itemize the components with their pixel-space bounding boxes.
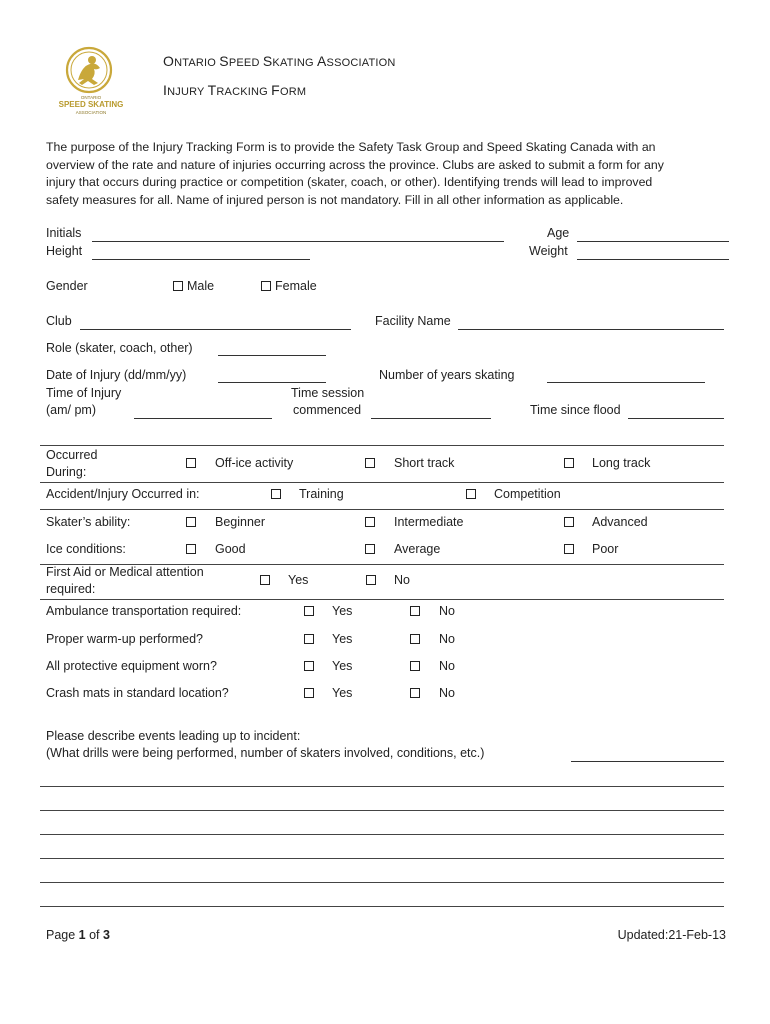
first-aid-yes-label: Yes [288, 573, 309, 587]
occurred-label: Occurred [46, 448, 98, 462]
ice-label: Ice conditions: [46, 542, 126, 556]
mats-yes-label: Yes [332, 686, 353, 700]
male-checkbox[interactable] [173, 281, 183, 291]
describe-line[interactable] [40, 786, 724, 787]
role-label: Role (skater, coach, other) [46, 341, 193, 355]
date-injury-field[interactable] [218, 382, 326, 383]
describe-field-start[interactable] [571, 761, 724, 762]
first-aid-required-label: required: [46, 582, 96, 596]
ambulance-no-label: No [439, 604, 455, 618]
short-track-label: Short track [394, 456, 455, 470]
warmup-yes-checkbox[interactable] [304, 634, 314, 644]
competition-label: Competition [494, 487, 561, 501]
ability-label: Skater’s ability: [46, 515, 131, 529]
weight-label: Weight [529, 244, 568, 258]
svg-text:ASSOCIATION: ASSOCIATION [75, 110, 107, 115]
female-checkbox[interactable] [261, 281, 271, 291]
describe-line[interactable] [40, 858, 724, 859]
first-aid-label: First Aid or Medical attention [46, 565, 204, 579]
ambulance-label: Ambulance transportation required: [46, 604, 242, 618]
competition-checkbox[interactable] [466, 489, 476, 499]
equipment-yes-checkbox[interactable] [304, 661, 314, 671]
intro-paragraph [46, 139, 726, 209]
table-divider [40, 509, 724, 510]
poor-checkbox[interactable] [564, 544, 574, 554]
gender-label: Gender [46, 279, 88, 293]
form-title: INJURY TRACKING FORM [163, 82, 307, 98]
table-divider [40, 599, 724, 600]
advanced-checkbox[interactable] [564, 517, 574, 527]
intermediate-label: Intermediate [394, 515, 464, 529]
off-ice-checkbox[interactable] [186, 458, 196, 468]
off-ice-label: Off-ice activity [215, 456, 294, 470]
time-flood-label: Time since flood [530, 403, 621, 417]
describe-line[interactable] [40, 906, 724, 907]
advanced-label: Advanced [592, 515, 648, 529]
average-checkbox[interactable] [365, 544, 375, 554]
warmup-yes-label: Yes [332, 632, 353, 646]
years-skating-label: Number of years skating [379, 368, 515, 382]
initials-field[interactable] [92, 241, 504, 242]
beginner-checkbox[interactable] [186, 517, 196, 527]
training-label: Training [299, 487, 344, 501]
long-track-checkbox[interactable] [564, 458, 574, 468]
training-checkbox[interactable] [271, 489, 281, 499]
years-skating-field[interactable] [547, 382, 705, 383]
svg-text:ONTARIO: ONTARIO [80, 95, 102, 100]
first-aid-no-checkbox[interactable] [366, 575, 376, 585]
poor-label: Poor [592, 542, 619, 556]
svg-text:SPEED SKATING: SPEED SKATING [58, 100, 124, 109]
beginner-label: Beginner [215, 515, 266, 529]
height-label: Height [46, 244, 83, 258]
female-label: Female [275, 279, 317, 293]
ambulance-yes-label: Yes [332, 604, 353, 618]
describe-hint: (What drills were being performed, number of skaters involved, conditions, etc.) [46, 746, 485, 760]
club-label: Club [46, 314, 72, 328]
time-injury-ampm-label: (am/ pm) [46, 403, 96, 417]
updated-date: Updated:21-Feb-13 [617, 928, 726, 942]
time-flood-field[interactable] [628, 418, 724, 419]
form-org-title: ONTARIO SPEED SKATING ASSOCIATION [163, 53, 396, 69]
role-field[interactable] [218, 355, 326, 356]
table-divider [40, 482, 724, 483]
height-field[interactable] [92, 259, 310, 260]
intro-line: The purpose of the Injury Tracking Form is to provide the Safety Task Group and Speed Skating Canada with an [46, 140, 656, 154]
intro-line: injury that occurs during practice or competition (skater, coach, or other). Identifying trends will lead to improved [46, 175, 653, 189]
intro-line: safety measures for all. Name of injured person is not mandatory. Fill in all other information as applicable. [46, 192, 624, 207]
describe-line[interactable] [40, 810, 724, 811]
good-label: Good [215, 542, 246, 556]
time-injury-label: Time of Injury [46, 386, 122, 400]
warmup-label: Proper warm-up performed? [46, 632, 204, 646]
equipment-label: All protective equipment worn? [46, 659, 217, 673]
page-number: Page 1 of 3 [46, 928, 110, 942]
facility-field[interactable] [458, 329, 724, 330]
equipment-yes-label: Yes [332, 659, 353, 673]
mats-yes-checkbox[interactable] [304, 688, 314, 698]
date-injury-label: Date of Injury (dd/mm/yy) [46, 368, 187, 382]
short-track-checkbox[interactable] [365, 458, 375, 468]
time-session-label: Time session [291, 386, 365, 400]
association-logo [56, 44, 126, 120]
warmup-no-checkbox[interactable] [410, 634, 420, 644]
mats-no-checkbox[interactable] [410, 688, 420, 698]
initials-label: Initials [46, 226, 82, 240]
time-injury-field[interactable] [134, 418, 272, 419]
intro-line: overview of the rate and nature of injuries occurring across the province. Clubs are asked to submit a form for any [46, 157, 664, 172]
table-divider [40, 445, 724, 446]
weight-field[interactable] [577, 259, 729, 260]
average-label: Average [394, 542, 441, 556]
describe-line[interactable] [40, 834, 724, 835]
good-checkbox[interactable] [186, 544, 196, 554]
long-track-label: Long track [592, 456, 651, 470]
male-label: Male [187, 279, 215, 293]
mats-no-label: No [439, 686, 455, 700]
age-label: Age [547, 226, 570, 240]
equipment-no-checkbox[interactable] [410, 661, 420, 671]
facility-label: Facility Name [375, 314, 451, 328]
occurred-during-label: During: [46, 465, 87, 479]
first-aid-no-label: No [394, 573, 410, 587]
warmup-no-label: No [439, 632, 455, 646]
mats-label: Crash mats in standard location? [46, 686, 229, 700]
age-field[interactable] [577, 241, 729, 242]
first-aid-yes-checkbox[interactable] [260, 575, 270, 585]
time-session-field[interactable] [371, 418, 491, 419]
accident-label: Accident/Injury Occurred in: [46, 487, 200, 501]
ambulance-yes-checkbox[interactable] [304, 606, 314, 616]
describe-label: Please describe events leading up to incident: [46, 729, 301, 743]
describe-line[interactable] [40, 882, 724, 883]
time-session-commenced-label: commenced [293, 403, 362, 417]
intermediate-checkbox[interactable] [365, 517, 375, 527]
ambulance-no-checkbox[interactable] [410, 606, 420, 616]
club-field[interactable] [80, 329, 351, 330]
equipment-no-label: No [439, 659, 455, 673]
